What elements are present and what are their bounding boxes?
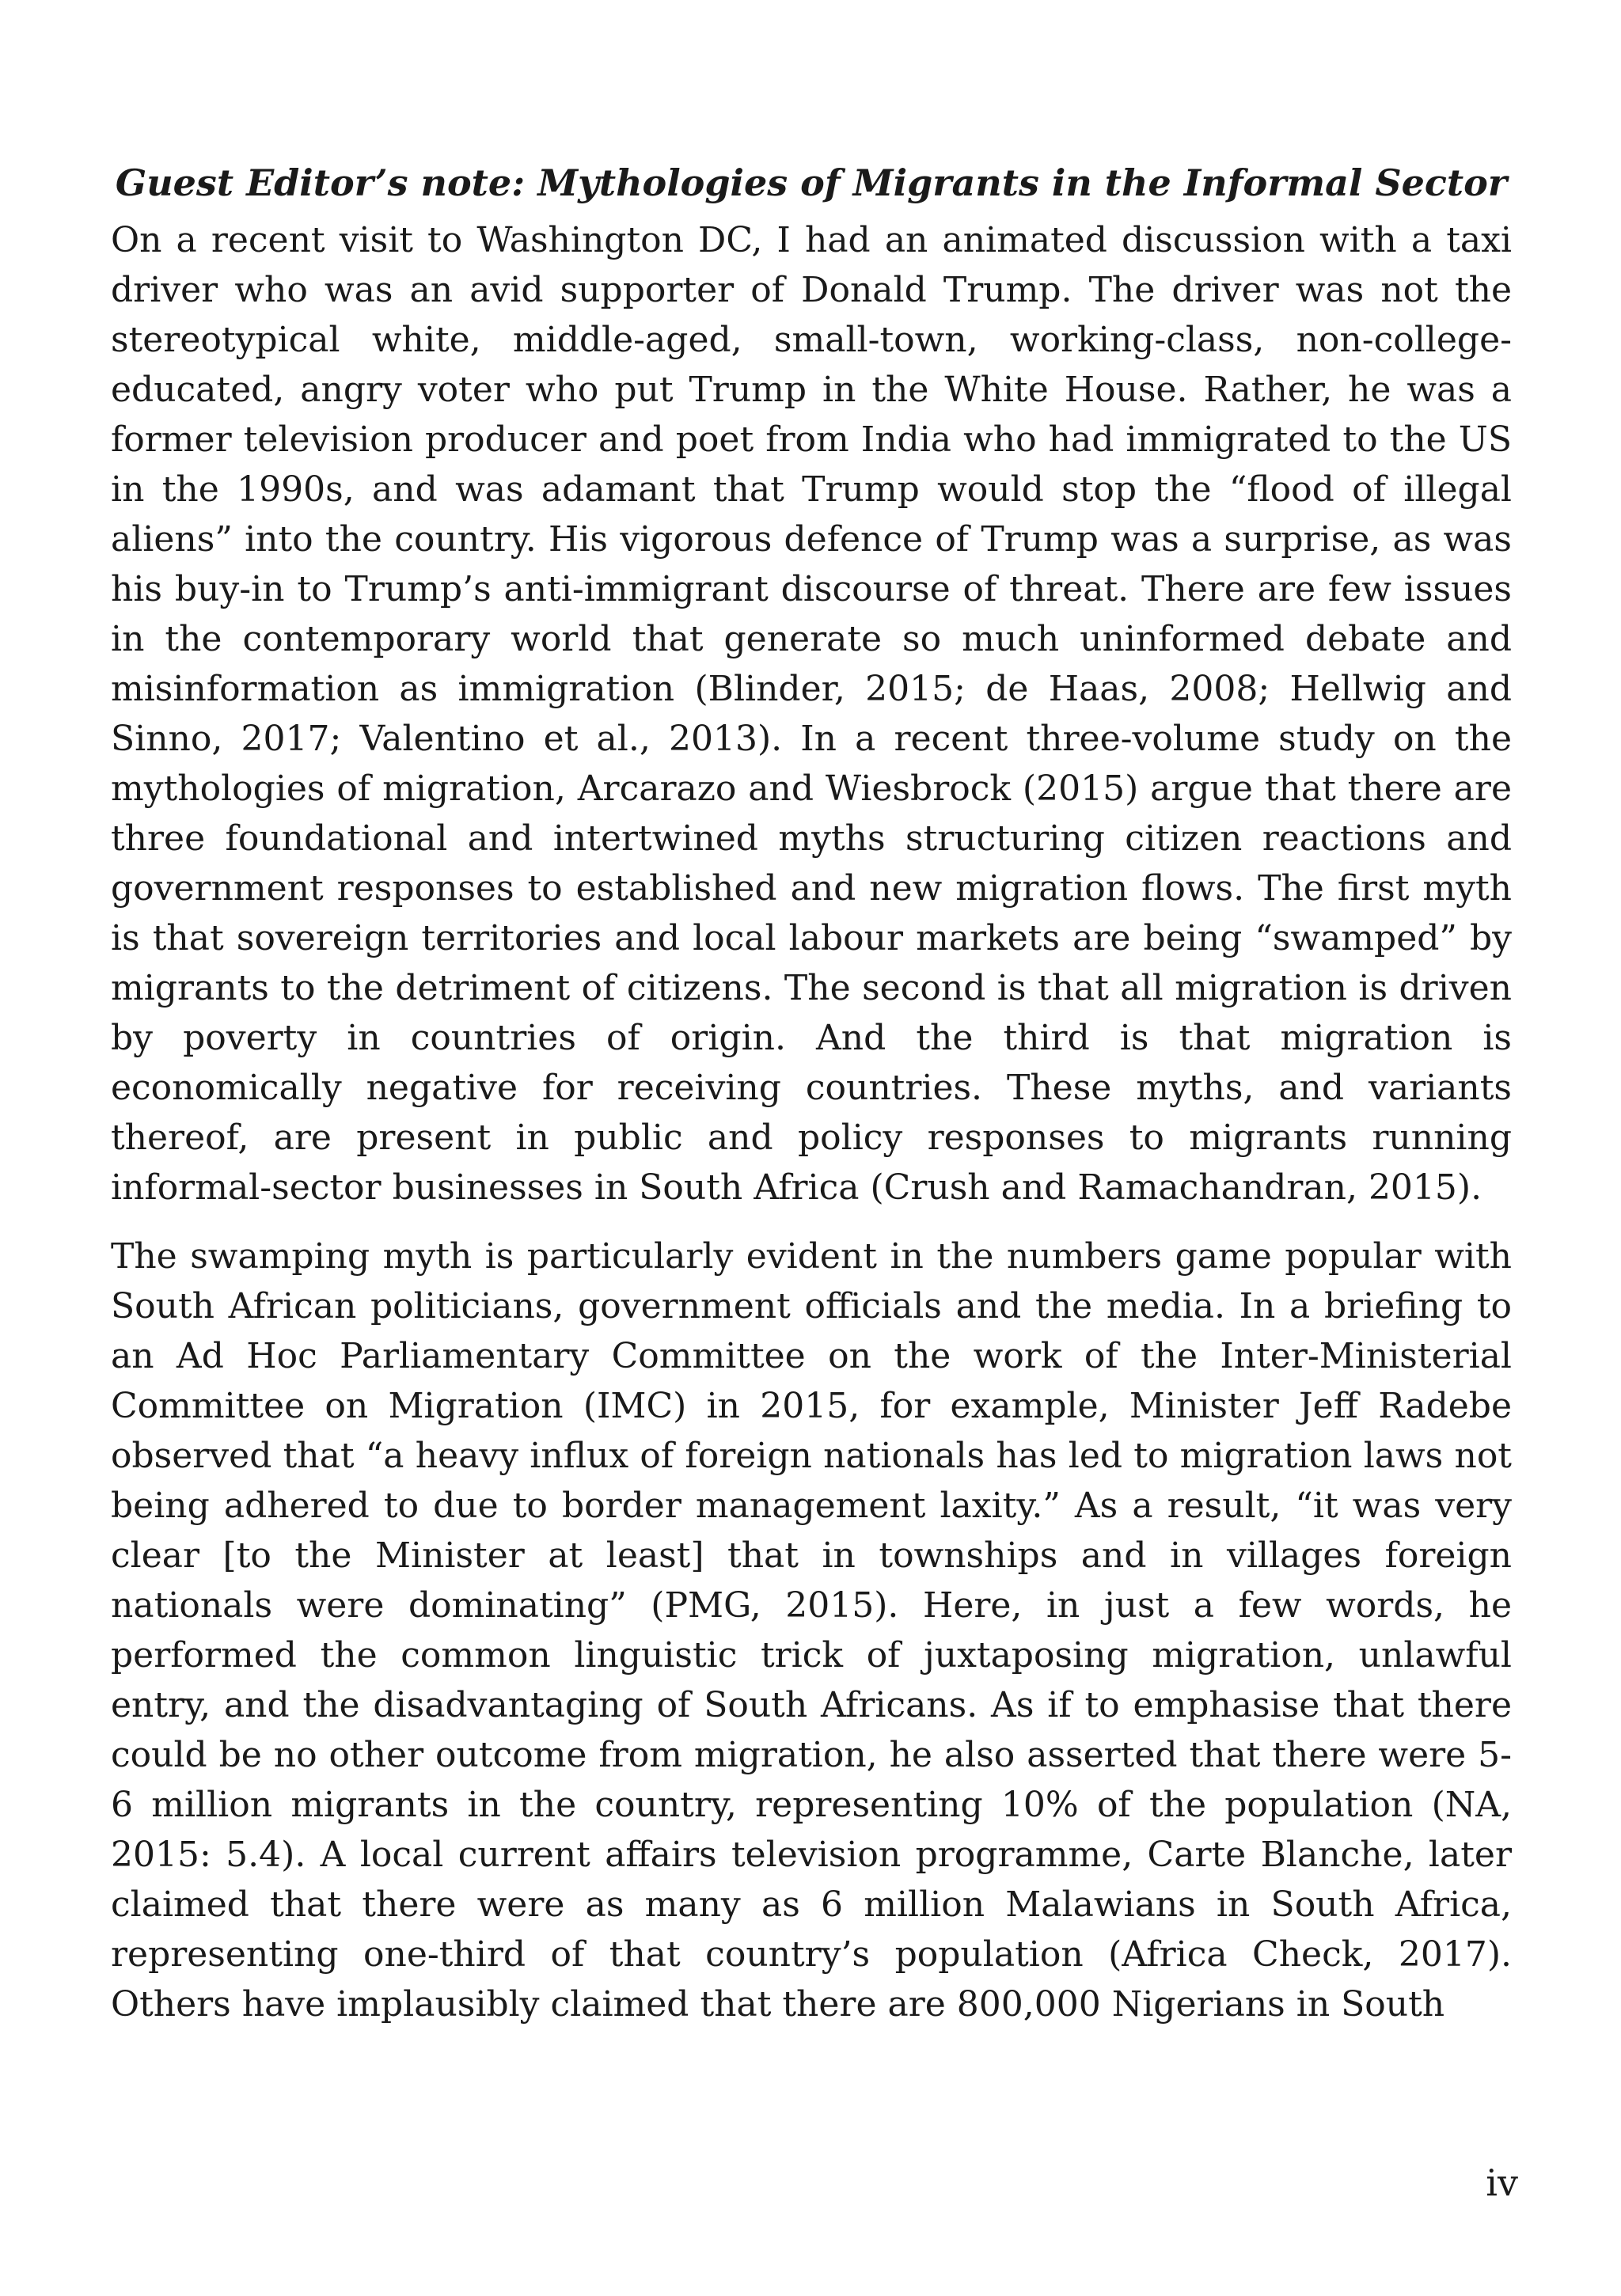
paragraph-2: The swamping myth is particularly evident in the numbers game popular with South African politicians, government officials and the media. In a briefing to an Ad Hoc Parliamentary Committee on the work of the Inter-Ministerial Committee on Migration (IMC) in 2015, for example, Minister Jeff Radebe observed that “a heavy influx of foreign nationals has led to migration laws not being adhered to due to border management laxity.” As a result, “it was very clear [to the Minister at least] that in townships and in villages foreign nationals were dominating” (PMG, 2015). Here, in just a few words, he performed the common linguistic trick of juxtaposing migration, unlawful entry, and the disadvantaging of South Africans. As if to emphasise that there could be no other outcome from migration, he also asserted that there were 5-6 million migrants in the country, representing 10% of the population (NA, 2015: 5.4). A local current affairs television programme, Carte Blanche, later claimed that there were as many as 6 million Malawians in South Africa, representing one-third of that country’s population (Africa Check, 2017). Others have implausibly claimed that there are 800,000 Nigerians in South: [111, 1236, 1512, 2025]
page-number: iv: [1486, 2161, 1518, 2204]
paragraph-1: On a recent visit to Washington DC, I had an animated discussion with a taxi driver who was an avid supporter of Donald Trump. The driver was not the stereotypical white, middle-aged, small-town, working-class, non-college-educated, angry voter who put Trump in the White House. Rather, he was a former television producer and poet from India who had immigrated to the US in the 1990s, and was adamant that Trump would stop the “flood of illegal aliens” into the country. His vigorous defence of Trump was a surprise, as was his buy-in to Trump’s anti-immigrant discourse of threat. There are few issues in the contemporary world that generate so much uninformed debate and misinformation as immigration (Blinder, 2015; de Haas, 2008; Hellwig and Sinno, 2017; Valentino et al., 2013). In a recent three-volume study on the mythologies of migration, Arcarazo and Wiesbrock (2015) argue that there are three foundational and intertwined myths structuring citizen reactions and government responses to established and new migration flows. The first myth is that sovereign territories and local labour markets are being “swamped” by migrants to the detriment of citizens. The second is that all migration is driven by poverty in countries of origin. And the third is that migration is economically negative for receiving countries. These myths, and variants thereof, are present in public and policy responses to migrants running informal-sector businesses in South Africa (Crush and Ramachandran, 2015).: [111, 220, 1512, 1208]
document-page: [111, 158, 1512, 2048]
page-title: Guest Editor’s note: Mythologies of Migrants in the Informal Sector: [115, 161, 1508, 204]
